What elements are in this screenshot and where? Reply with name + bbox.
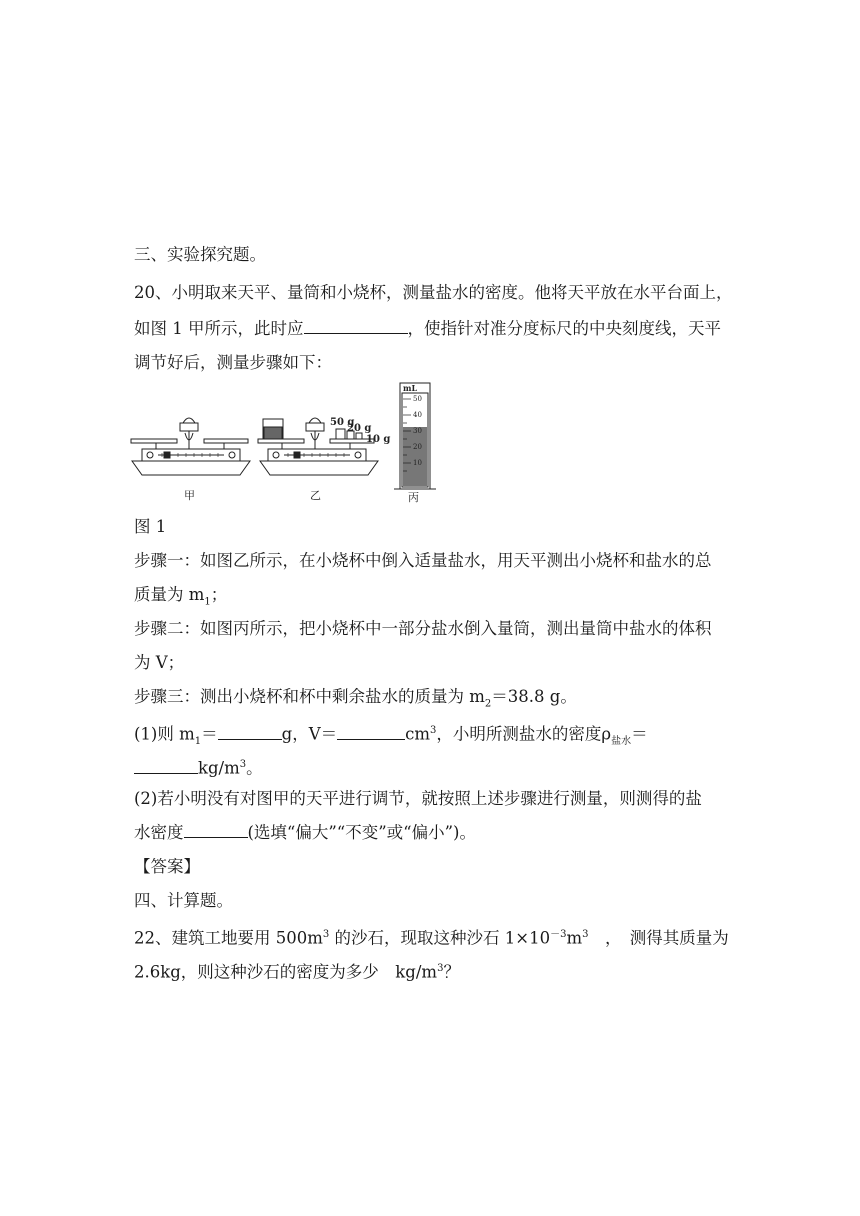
part-1-text-f: ＝ xyxy=(631,724,648,744)
figure-caption-bing: 丙 xyxy=(408,491,419,504)
answer-label: 【答案】 xyxy=(134,857,200,876)
superscript-3: 3 xyxy=(430,725,437,736)
part-1-text-b: ＝ xyxy=(201,724,218,744)
part-1-line-2 xyxy=(134,754,740,780)
figure-1-balance-and-cylinder xyxy=(128,381,448,507)
q22-question-mark: ？ xyxy=(443,962,460,982)
q20-line-3: 调节好后，测量步骤如下： xyxy=(134,353,332,372)
step-2-line-1: 步骤二：如图丙所示，把小烧杯中一部分盐水倒入量筒，测出量筒中盐水的体积 xyxy=(134,619,712,638)
step-2-line-2: 为 V； xyxy=(134,653,185,672)
step-3-text-a: 步骤三：测出小烧杯和杯中剩余盐水的质量为 m xyxy=(134,687,485,706)
q22-exponent: －3 xyxy=(550,929,567,940)
part-2-text-a: 水密度 xyxy=(134,823,184,842)
q20-line-2 xyxy=(134,318,740,340)
q22-text-b: 的沙石，现取这种沙石 1×10 xyxy=(329,928,551,948)
part-1-text-d: cm xyxy=(405,724,431,744)
superscript-3b: 3 xyxy=(239,759,247,770)
step-1-line-1: 步骤一：如图乙所示，在小烧杯中倒入适量盐水，用天平测出小烧杯和盐水的总 xyxy=(134,551,712,570)
part-2-text-b: (选填“偏大”“不变”或“偏小”)。 xyxy=(247,823,476,842)
q22-sup-3: 3 xyxy=(437,963,444,974)
part-1-text-c: g，V＝ xyxy=(281,724,338,744)
subscript-2: 2 xyxy=(484,698,492,710)
q22-text-c: m xyxy=(566,928,583,948)
step-3-text-b: ＝38.8 g。 xyxy=(491,687,577,706)
cylinder-tick-30: 30 xyxy=(413,427,422,435)
step-3-line xyxy=(134,686,740,715)
step-1-text: 质量为 m xyxy=(134,585,205,604)
q22-line-2-text: 2.6kg，则这种沙石的密度为多少 kg/m xyxy=(134,962,438,982)
figure-caption-yi: 乙 xyxy=(310,489,321,502)
weight-label-50g: 50 g xyxy=(330,417,355,428)
q22-sup-1: 3 xyxy=(322,929,330,940)
part-1-end: 。 xyxy=(246,758,263,778)
subscript-1b: 1 xyxy=(194,735,202,747)
weight-label-10g: 10 g xyxy=(366,434,391,445)
cylinder-tick-10: 10 xyxy=(413,459,422,467)
step-1-punct: ； xyxy=(210,585,228,604)
cylinder-unit-label: mL xyxy=(403,383,418,393)
answer-blank-adjust[interactable] xyxy=(304,319,408,334)
q22-sup-2: 3 xyxy=(582,929,589,940)
balance-jia-illustration xyxy=(131,418,250,475)
part-1-unit: kg/m xyxy=(198,758,240,778)
weight-label-20g: 20 g xyxy=(347,423,372,434)
answer-blank-density[interactable] xyxy=(134,759,198,774)
q22-line-1 xyxy=(134,924,740,950)
part-1-text-e: ，小明所测盐水的密度ρ xyxy=(436,724,612,744)
answer-blank-bias[interactable] xyxy=(184,823,248,838)
q20-line-1: 20、小明取来天平、量筒和小烧杯，测量盐水的密度。他将天平放在水平台面上， xyxy=(134,283,733,302)
step-1-line-2 xyxy=(134,584,740,613)
part-1-text-a: (1)则 m xyxy=(134,724,195,744)
answer-blank-volume[interactable] xyxy=(337,725,405,740)
q22-text-d: ， 测得其质量为 xyxy=(588,928,729,948)
cylinder-tick-40: 40 xyxy=(413,411,422,419)
section-4-title: 四、计算题。 xyxy=(134,891,233,910)
part-1-line-1 xyxy=(134,720,740,753)
figure-1-label: 图 1 xyxy=(134,517,167,536)
figure-caption-jia: 甲 xyxy=(184,489,195,502)
part-2-line-2 xyxy=(134,822,740,844)
q20-line-2-text-b: ，使指针对准分度标尺的中央刻度线，天平 xyxy=(407,319,721,338)
q22-text-a: 22、建筑工地要用 500m xyxy=(134,928,323,948)
part-2-line-1: (2)若小明没有对图甲的天平进行调节，就按照上述步骤进行测量，则测得的盐 xyxy=(134,789,702,808)
q22-line-2 xyxy=(134,958,740,984)
answer-blank-m1[interactable] xyxy=(218,725,282,740)
q20-line-2-text-a: 如图 1 甲所示，此时应 xyxy=(134,319,304,338)
subscript-1: 1 xyxy=(204,596,211,608)
subscript-salt-water: 盐水 xyxy=(611,735,632,747)
cylinder-tick-50: 50 xyxy=(413,395,422,403)
cylinder-tick-20: 20 xyxy=(413,443,422,451)
section-3-title: 三、实验探究题。 xyxy=(134,245,266,264)
